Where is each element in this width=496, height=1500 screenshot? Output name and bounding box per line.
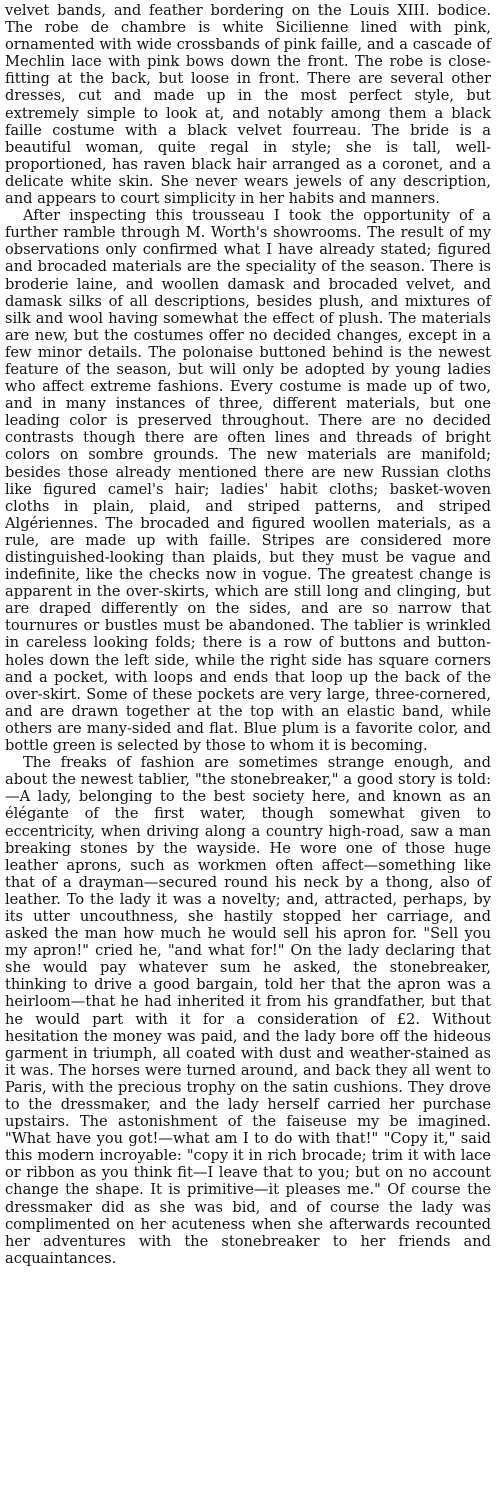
article-paragraph-1: velvet bands, and feather bordering on the Louis XIII. bodice. The robe de chambre is white Sicilienne lined with pink, ornamented with wide crossbands of pink faille, and a cascade of Mechlin lace with pink bows down the front. The robe is close-fitting at the back, but loose in front. There are several other dresses, cut and made up in the most perfect style, but extremely simple to look at, and notably among them a black faille costume with a black velvet fourreau. The bride is a beautiful woman, quite regal in style; she is tall, well-proportioned, has raven black hair arranged as a coronet, and a delicate white skin. She never wears jewels of any description, and appears to court simplicity in her habits and manners.	[5, 2, 491, 208]
article-paragraph-3: The freaks of fashion are sometimes strange enough, and about the newest tablier, "the stonebreaker," a good story is told:—A lady, belonging to the best society here, and known as an élégante of the first water, though somewhat given to eccentricity, when driving along a country high-road, saw a man breaking stones by the wayside. He wore one of those huge leather aprons, such as workmen often affect—something like that of a drayman—secured round his neck by a thong, also of leather. To the lady it was a novelty; and, attracted, perhaps, by its utter uncouthness, she hastily stopped her carriage, and asked the man how much he would sell his apron for. "Sell you my apron!" cried he, "and what for!" On the lady declaring that she would pay whatever sum he asked, the stonebreaker, thinking to drive a good bargain, told her that the apron was a heirloom—that he had inherited it from his grandfather, but that he would part with it for a consideration of £2. Without hesitation the money was paid, and the lady bore off the hideous garment in triumph, all coated with dust and weather-stained as it was. The horses were turned around, and back they all went to Paris, with the precious trophy on the satin cushions. They drove to the dressmaker, and the lady herself carried her purchase upstairs. The astonishment of the faiseuse my be imagined. "What have you got!—what am I to do with that!" "Copy it," said this modern incroyable: "copy it in rich brocade; trim it with lace or ribbon as you think fit—I leave that to you; but on no account change the shape. It is primitive—it pleases me." Of course the dressmaker did as she was bid, and of course the lady was complimented on her acuteness when she afterwards recounted her adventures with the stonebreaker to her friends and acquaintances.	[5, 754, 491, 1267]
article-paragraph-2: After inspecting this trousseau I took the opportunity of a further ramble through M. Worth's showrooms. The result of my observations only confirmed what I have already stated; figured and brocaded materials are the speciality of the season. There is broderie laine, and woollen damask and brocaded velvet, and damask silks of all descriptions, besides plush, and mixtures of silk and wool having somewhat the effect of plush. The materials are new, but the costumes offer no decided changes, except in a few minor details. The polonaise buttoned behind is the newest feature of the season, but will only be adopted by young ladies who affect extreme fashions. Every costume is made up of two, and in many instances of three, different materials, but one leading color is preserved throughout. There are no decided contrasts though there are often lines and threads of bright colors on sombre grounds. The new materials are manifold; besides those already mentioned there are new Russian cloths like figured camel's hair; ladies' habit cloths; basket-woven cloths in plain, plaid, and striped patterns, and striped Algériennes. The brocaded and figured woollen materials, as a rule, are made up with faille. Stripes are considered more distinguished-looking than plaids, but they must be vague and indefinite, like the checks now in vogue. The greatest change is apparent in the over-skirts, which are still long and clinging, but are draped differently on the sides, and are so narrow that tournures or bustles must be abandoned. The tablier is wrinkled in careless looking folds; there is a row of buttons and button-holes down the left side, while the right side has square corners and a pocket, with loops and ends that loop up the back of the over-skirt. Some of these pockets are very large, three-cornered, and are drawn together at the top with an elastic band, while others are many-sided and flat. Blue plum is a favorite color, and bottle green is selected by those to whom it is becoming.	[5, 207, 491, 755]
